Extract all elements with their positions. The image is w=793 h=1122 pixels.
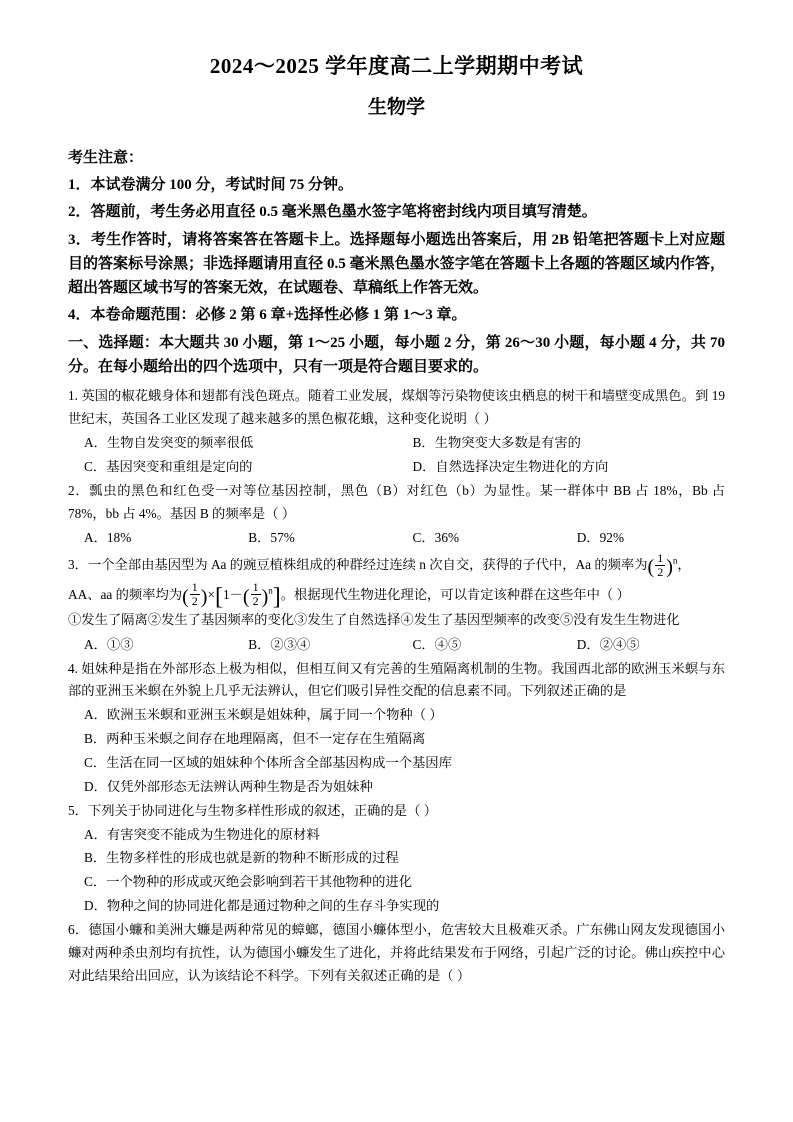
question-5-option-d[interactable]: D．物种之间的协同进化都是通过物种之间的生存斗争实现的	[84, 898, 440, 914]
question-5-option-a[interactable]: A．有害突变不能成为生物进化的原材料	[84, 826, 320, 842]
question-3-option-c[interactable]: C．④⑤	[412, 636, 462, 652]
question-3-paren-open-2: (	[182, 585, 189, 608]
question-2-option-b[interactable]: B．57%	[248, 529, 295, 545]
question-2-option-c[interactable]: C．36%	[412, 529, 460, 545]
question-3-paren-close-3: )	[261, 585, 269, 608]
section-heading-choice: 一、选择题：本大题共 30 小题，第 1～25 小题，每小题 2 分，第 26～30 小题，每小题 4 分，共 70 分。在每小题给出的四个选项中，只有一项是符合题目要求的。	[68, 334, 725, 376]
question-1-option-a[interactable]: A．生物自发突变的频率很低	[84, 435, 254, 451]
question-4-option-c[interactable]: C．生活在同一区域的姐妹种个体所含全部基因构成一个基因库	[84, 755, 452, 771]
question-3-exponent-2: n	[268, 585, 273, 596]
question-2-stem: 2．瓢虫的黑色和红色受一对等位基因控制，黑色（B）对红色（b）为显性。某一群体中 BB 占 18%，Bb 占 78%，bb 占 4%。基因 B 的频率是（ ）	[68, 482, 725, 521]
question-2-option-a[interactable]: A．18%	[84, 529, 132, 545]
question-3-bracket-open: [	[214, 583, 223, 610]
question-1-options-row-1	[68, 432, 725, 455]
question-3-fraction-3: $\frac{1}{2}$	[252, 580, 259, 609]
question-3-exponent-1: n	[672, 555, 678, 566]
question-2-options-row	[68, 527, 725, 550]
question-3-paren-close-2: )	[200, 585, 208, 608]
page-title: 2024～2025 学年度高二上学期期中考试	[209, 54, 584, 78]
question-3-fraction-2: $\frac{1}{2}$	[191, 580, 198, 609]
subject-title: 生物学	[367, 97, 425, 119]
notice-item-1: 1．本试卷满分 100 分，考试时间 75 分钟。	[68, 176, 354, 193]
question-4-option-a[interactable]: A．欧洲玉米螟和亚洲玉米螟是姐妹种，属于同一个物种（ ）	[84, 707, 443, 723]
question-3-minus-sign: －	[229, 586, 243, 602]
question-5-stem: 5．下列关于协同进化与生物多样性形成的叙述，正确的是（ ）	[68, 802, 437, 818]
question-1-stem: 1. 英国的椒花蛾身体和翅都有浅色斑点。随着工业发展，煤烟等污染物使该虫栖息的树干和墙壁变成黑色。到 19 世纪末，英国各工业区发现了越来越多的黑色椒花蛾，这种变化说明（ ）	[68, 388, 725, 427]
question-4-option-d[interactable]: D．仅凭外部形态无法辨认两种生物是否为姐妹种	[84, 778, 373, 794]
question-3-multiply-sign: ×	[207, 586, 215, 602]
question-3-fraction-1: $\frac{1}{2}$	[657, 551, 664, 579]
question-3-option-b[interactable]: B．②③④	[248, 636, 311, 652]
question-1-option-b[interactable]: B．生物突变大多数是有害的	[412, 435, 581, 451]
question-5-option-b[interactable]: B．生物多样性的形成也就是新的物种不断形成的过程	[84, 850, 399, 866]
question-3-option-a[interactable]: A．①③	[84, 636, 134, 652]
question-3-statements: ①发生了隔离②发生了基因频率的变化③发生了自然选择④发生了基因型频率的改变⑤没有发生生物进化	[68, 611, 680, 627]
question-3-one: 1	[222, 586, 230, 602]
notice-item-3: 3．考生作答时，请将答案答在答题卡上。选择题每小题选出答案后，用 2B 铅笔把答题卡上对应题目的答案标号涂黑；非选择题请用直径 0.5 毫米黑色墨水签字笔在答题卡上各题的答题区域内作答，超出答题区域书写的答案无效，在试题卷、草稿纸上作答无效。	[68, 231, 725, 297]
notice-heading: 考生注意：	[68, 149, 144, 166]
question-3-text-end-1: ，	[677, 557, 691, 573]
question-3-paren-open-1: (	[647, 556, 655, 579]
question-2-option-d[interactable]: D．92%	[576, 529, 625, 545]
question-5-option-c[interactable]: C．一个物种的形成或灭绝会影响到若干其他物种的进化	[84, 874, 412, 890]
notice-item-2: 2．答题前，考生务必用直径 0.5 毫米黑色墨水签字笔将密封线内项目填写清楚。	[68, 204, 597, 221]
question-3-stem-line-2	[68, 580, 725, 609]
question-1-option-c[interactable]: C．基因突变和重组是定向的	[84, 458, 253, 474]
question-1-options-row-2	[68, 456, 725, 479]
question-3-stem-line-1	[68, 550, 725, 579]
question-3-text-end-2: 。根据现代生物进化理论，可以肯定该种群在这些年中（ ）	[280, 586, 630, 602]
question-3-paren-close-1: )	[666, 556, 673, 579]
question-3-paren-open-3: (	[242, 585, 250, 608]
question-4-stem: 4. 姐妹种是指在外部形态上极为相似，但相互间又有完善的生殖隔离机制的生物。我国西北部的欧洲玉米螟与东部的亚洲玉米螟在外貌上几乎无法辨认，但它们吸引异性交配的信息素不同。下列叙述正确的是	[68, 660, 725, 699]
notice-item-4: 4．本卷命题范围：必修 2 第 6 章+选择性必修 1 第 1～3 章。	[68, 307, 467, 324]
question-1-option-d[interactable]: D．自然选择决定生物进化的方向	[412, 458, 609, 474]
question-3-option-d[interactable]: D．②④⑤	[576, 636, 640, 652]
question-3-options-row	[68, 634, 725, 657]
question-3-bracket-close: ]	[272, 583, 281, 610]
question-3-text-a: 3．一个全部由基因型为 Aa 的豌豆植株组成的种群经过连续 n 次自交，获得的子代中，Aa 的频率为	[68, 557, 648, 573]
question-4-option-b[interactable]: B．两种玉米螟之间存在地理隔离，但不一定存在生殖隔离	[84, 731, 426, 747]
question-6-stem: 6．德国小蠊和美洲大蠊是两种常见的蟑螂，德国小蠊体型小，危害较大且极难灭杀。广东佛山网友发现德国小蠊对两种杀虫剂均有抗性，认为德国小蠊发生了进化，并将此结果发布于网络，引起广泛的讨论。佛山疾控中心对此结果给出回应，认为该结论不科学。下列有关叙述正确的是（ ）	[68, 922, 725, 983]
question-3-text-b: AA、aa 的频率均为	[68, 586, 183, 602]
